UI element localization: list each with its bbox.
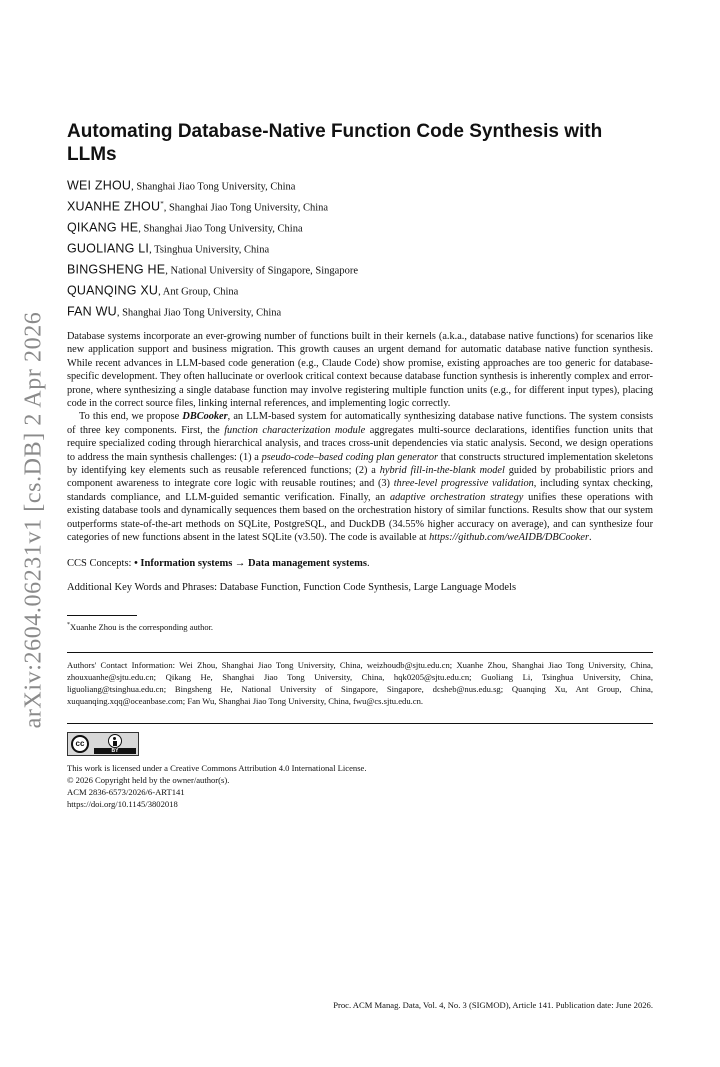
- author-affiliation: , Shanghai Jiao Tong University, China: [131, 181, 296, 193]
- person-icon: [108, 734, 122, 748]
- author-entry: [67, 217, 653, 238]
- author-name: GUOLIANG LI: [67, 241, 150, 256]
- footnote-divider: [67, 615, 137, 616]
- abstract-text: To this end, we propose: [79, 411, 183, 423]
- abstract-paragraph-2: [67, 410, 653, 544]
- author-affiliation: , National University of Singapore, Singapore: [165, 265, 359, 277]
- by-label: BY: [94, 748, 136, 754]
- cc-by-license-icon[interactable]: [67, 732, 139, 756]
- license-statement: This work is licensed under a Creative Commons Attribution 4.0 International License.: [67, 763, 367, 774]
- footnote-mark: *: [67, 621, 70, 628]
- paper-page: [67, 120, 653, 810]
- author-name: XUANHE ZHOU: [67, 199, 161, 214]
- footnote: [67, 620, 653, 633]
- keywords: Additional Key Words and Phrases: Database Function, Function Code Synthesis, Large Language Models: [67, 581, 517, 593]
- author-affiliation: , Ant Group, China: [158, 286, 239, 298]
- author-list: [67, 175, 653, 322]
- abstract-text: .: [588, 532, 592, 544]
- system-name: DBCooker: [182, 411, 228, 423]
- cc-icon: cc: [71, 735, 89, 753]
- abstract-text: , including syntax checking, standards compliance, and LLM-guided semantic verification. Finally, an: [67, 478, 653, 503]
- ccs-end: .: [367, 557, 370, 569]
- author-entry: [67, 301, 653, 322]
- author-entry: [67, 259, 653, 280]
- abstract-text: unifies these operations with existing database tools and dynamically sequences them based on the orchestration history of similar functions. Results show that our system outperforms state-of-the-art methods on SQLite, PostgreSQL, and DuckDB (34.55% higher accuracy on average), and can synthesize four categories of new functions absent in the latest SQLite (v3.50). The code is available at: [67, 491, 653, 544]
- author-entry: [67, 175, 653, 196]
- ccs-label: CCS Concepts:: [67, 557, 135, 569]
- arxiv-id: arXiv:2604.06231v1 [cs.DB] 2 Apr 2026: [20, 311, 47, 729]
- abstract-text: aggregates multi-source declarations, identifies function units that require specialized coding through hierarchical analysis, and traces cross-unit dependencies via static analysis. Second, we design operations to address the main synthesis challenges: (1) a: [67, 424, 653, 463]
- abstract-emphasis: three-level progressive validation: [393, 478, 534, 490]
- abstract-paragraph-1: Database systems incorporate an ever-growing number of functions built in their kernels (a.k.a., database native functions) for scenarios like new application support and business migration. This growth causes an urgent demand for automatic database native function synthesis. While recent advances in LLM-based code generation (e.g., Claude Code) show promise, existing approaches are too generic for database-specific development. They often hallucinate or overlook critical context because database function synthesis is inherently complex and error-prone, where synthesizing a single database function may involve registering multiple function units (e.g., for different input types), placing code in the correct source files, linking internal references, and implementing logic correctly.: [67, 331, 653, 410]
- doi-link[interactable]: https://doi.org/10.1145/3802018: [67, 799, 178, 810]
- author-entry: [67, 196, 653, 217]
- author-affiliation: , Tsinghua University, China: [149, 244, 270, 256]
- footnote-text: Xuanhe Zhou is the corresponding author.: [70, 621, 214, 632]
- license-block: [67, 762, 653, 810]
- author-name: WEI ZHOU: [67, 178, 132, 193]
- abstract-text: that constructs structured implementation skeletons by identifying key elements such as reusable referenced functions; (2) a: [67, 451, 654, 477]
- author-entry: [67, 280, 653, 301]
- code-url-link[interactable]: https://github.com/weAIDB/DBCooker: [429, 532, 589, 544]
- abstract-emphasis: pseudo-code–based coding plan generator: [261, 451, 438, 463]
- paper-title: Automating Database-Native Function Code Synthesis with LLMs: [67, 121, 603, 165]
- abstract-text: , an LLM-based system for automatically synthesizing database native functions. The system consists of three key components. First, the: [67, 411, 653, 436]
- publication-info: Proc. ACM Manag. Data, Vol. 4, No. 3 (SIGMOD), Article 141. Publication date: June 2026.: [333, 1000, 653, 1010]
- author-name: QUANQING XU: [67, 283, 159, 298]
- contact-information: Authors' Contact Information: Wei Zhou, Shanghai Jiao Tong University, China, weizhoudb@sjtu.edu.cn; Xuanhe Zhou, Shanghai Jiao Tong University, China, zhouxuanhe@sjtu.edu.cn; Qikang He, Shanghai Jiao Tong University, China, hqk0205@sjtu.edu.cn; Guoliang Li, Tsinghua University, China, liguoliang@tsinghua.edu.cn; Bingsheng He, National University of Singapore, Singapore, dcsheb@nus.edu.sg; Quanqing Xu, Ant Group, China, xuquanqing.xqq@oceanbase.com; Fan Wu, Shanghai Jiao Tong University, China, fwu@cs.sjtu.edu.cn.: [67, 660, 653, 707]
- author-name: FAN WU: [67, 304, 117, 319]
- ccs-concepts: [67, 557, 653, 571]
- abstract-emphasis: function characterization module: [224, 424, 366, 436]
- abstract-text: guided by probabilistic priors and component awareness to integrate core logic with reusable routines; and (3): [67, 465, 653, 490]
- author-name: QIKANG HE: [67, 220, 139, 235]
- author-affiliation: , Shanghai Jiao Tong University, China: [116, 307, 282, 319]
- abstract-emphasis: adaptive orchestration strategy: [389, 491, 524, 503]
- author-affiliation: , Shanghai Jiao Tong University, China: [163, 202, 329, 214]
- author-affiliation: , Shanghai Jiao Tong University, China: [138, 223, 303, 235]
- ccs-bullet: •: [134, 557, 141, 569]
- abstract: [67, 330, 653, 545]
- abstract-emphasis: hybrid fill-in-the-blank model: [379, 465, 505, 477]
- author-entry: [67, 238, 653, 259]
- ccs-concept: Information systems → Data management systems: [140, 557, 368, 569]
- author-name: BINGSHENG HE: [67, 262, 166, 277]
- copyright-line: © 2026 Copyright held by the owner/author(s).: [67, 775, 230, 786]
- contact-divider: [67, 652, 653, 653]
- license-divider: [67, 723, 653, 724]
- acm-number: ACM 2836-6573/2026/6-ART141: [67, 787, 185, 798]
- author-mark: *: [160, 200, 164, 208]
- arxiv-stamp: [14, 280, 54, 760]
